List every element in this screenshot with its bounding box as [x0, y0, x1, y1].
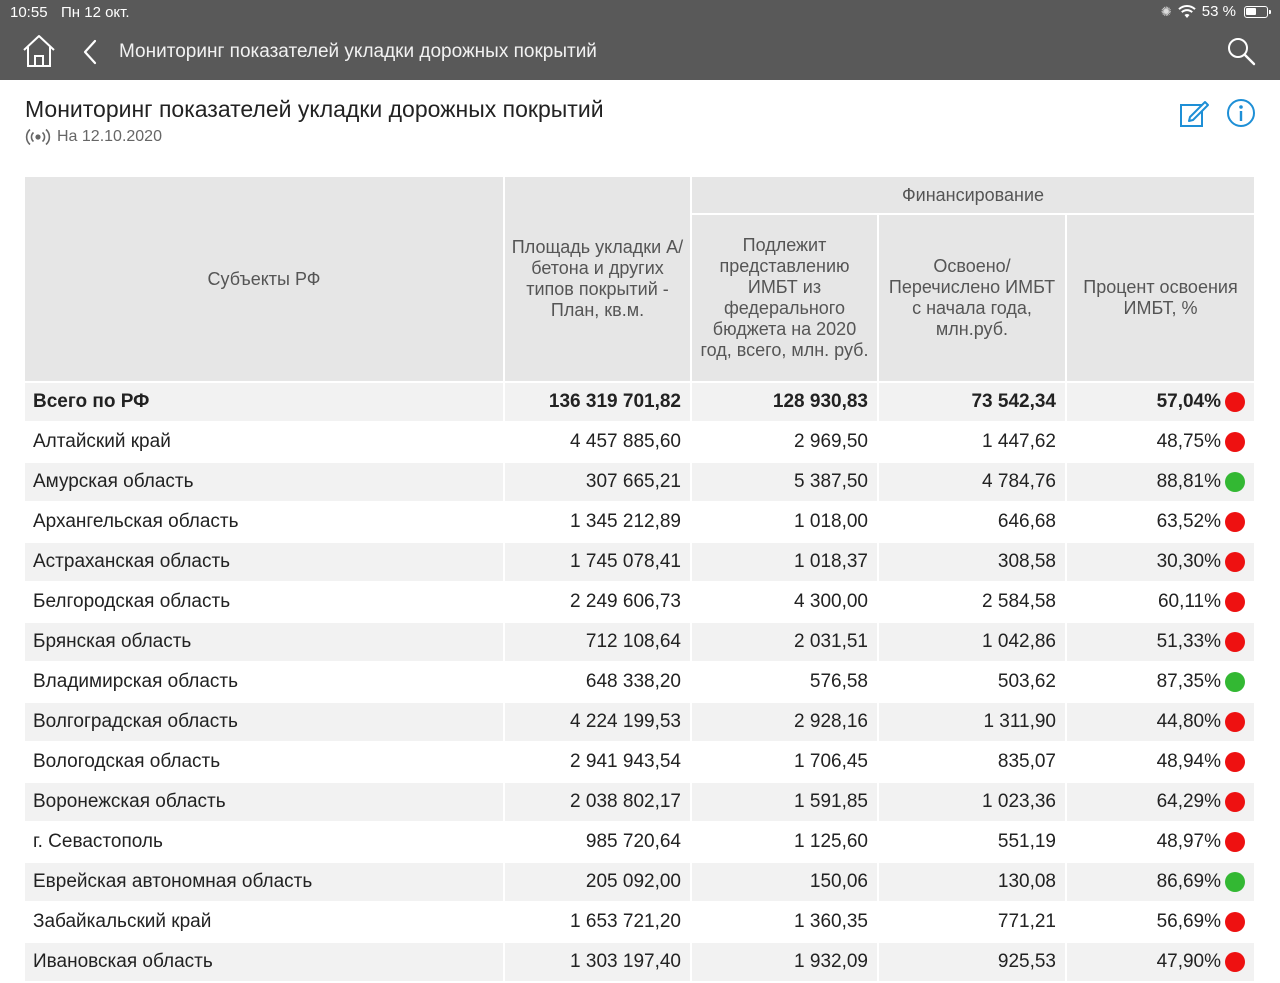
mastered-value: 835,07 — [879, 743, 1067, 783]
to-provide-value: 2 031,51 — [692, 623, 879, 663]
table-row[interactable] — [25, 943, 1254, 983]
navbar-title: Мониторинг показателей укладки дорожных покрытий — [119, 41, 597, 62]
to-provide-value: 1 360,35 — [692, 903, 879, 943]
percent-cell — [1067, 863, 1254, 903]
area-value: 1 345 212,89 — [505, 503, 692, 543]
percent-value: 64,29% — [1156, 791, 1222, 812]
mastered-value: 130,08 — [879, 863, 1067, 903]
header-to-provide[interactable]: Подлежит представлению ИМБТ из федерального бюджета на 2020 год, всего, млн. руб. — [692, 215, 879, 383]
header-percent[interactable]: Процент освоения ИМБТ, % — [1067, 215, 1254, 383]
area-value: 1 303 197,40 — [505, 943, 692, 983]
table-row[interactable] — [25, 863, 1254, 903]
region-name: Забайкальский край — [25, 903, 505, 943]
home-icon[interactable] — [20, 32, 58, 70]
percent-value: 30,30% — [1156, 551, 1222, 572]
status-dot-icon — [1225, 752, 1245, 772]
percent-cell — [1067, 463, 1254, 503]
to-provide-value: 1 706,45 — [692, 743, 879, 783]
percent-cell — [1067, 623, 1254, 663]
region-name: Белгородская область — [25, 583, 505, 623]
percent-cell — [1067, 783, 1254, 823]
status-indicators — [1161, 3, 1268, 20]
region-name: Вологодская область — [25, 743, 505, 783]
table-row[interactable] — [25, 583, 1254, 623]
percent-cell — [1067, 503, 1254, 543]
broadcast-icon — [25, 128, 51, 146]
mastered-value: 1 023,36 — [879, 783, 1067, 823]
to-provide-value: 1 932,09 — [692, 943, 879, 983]
report-date — [25, 128, 162, 146]
table-row[interactable] — [25, 663, 1254, 703]
percent-value: 44,80% — [1156, 711, 1222, 732]
search-icon[interactable] — [1226, 36, 1256, 66]
to-provide-value: 1 018,00 — [692, 503, 879, 543]
mastered-value: 646,68 — [879, 503, 1067, 543]
status-dot-icon — [1225, 472, 1245, 492]
area-value: 2 038 802,17 — [505, 783, 692, 823]
info-icon[interactable] — [1226, 98, 1256, 128]
area-value: 307 665,21 — [505, 463, 692, 503]
to-provide-value: 576,58 — [692, 663, 879, 703]
status-dot-icon — [1225, 592, 1245, 612]
percent-value: 63,52% — [1156, 511, 1222, 532]
percent-cell — [1067, 943, 1254, 983]
header-mastered[interactable]: Освоено/ Перечислено ИМБТ с начала года, млн.руб. — [879, 215, 1067, 383]
region-name: Амурская область — [25, 463, 505, 503]
status-dot-icon — [1225, 712, 1245, 732]
region-name: Еврейская автономная область — [25, 863, 505, 903]
percent-value: 88,81% — [1156, 471, 1222, 492]
edit-icon[interactable] — [1178, 98, 1210, 130]
status-dot-icon — [1225, 672, 1245, 692]
status-date: Пн 12 окт. — [61, 4, 130, 21]
battery-icon — [1244, 6, 1268, 18]
table-row[interactable] — [25, 743, 1254, 783]
total-mastered: 73 542,34 — [879, 383, 1067, 423]
percent-cell — [1067, 743, 1254, 783]
percent-cell — [1067, 663, 1254, 703]
region-name: Владимирская область — [25, 663, 505, 703]
area-value: 1 653 721,20 — [505, 903, 692, 943]
region-name: Воронежская область — [25, 783, 505, 823]
area-value: 1 745 078,41 — [505, 543, 692, 583]
mastered-value: 1 042,86 — [879, 623, 1067, 663]
total-percent-cell — [1067, 383, 1254, 423]
to-provide-value: 4 300,00 — [692, 583, 879, 623]
table-row[interactable] — [25, 903, 1254, 943]
status-dot-icon — [1225, 952, 1245, 972]
percent-value: 87,35% — [1156, 671, 1222, 692]
area-value: 985 720,64 — [505, 823, 692, 863]
wifi-icon — [1178, 5, 1196, 19]
mastered-value: 2 584,58 — [879, 583, 1067, 623]
total-to-provide: 128 930,83 — [692, 383, 879, 423]
status-dot-icon — [1225, 432, 1245, 452]
mastered-value: 771,21 — [879, 903, 1067, 943]
mastered-value: 551,19 — [879, 823, 1067, 863]
total-area: 136 319 701,82 — [505, 383, 692, 423]
percent-value: 86,69% — [1156, 871, 1222, 892]
area-value: 4 224 199,53 — [505, 703, 692, 743]
region-name: Астраханская область — [25, 543, 505, 583]
mastered-value: 1 311,90 — [879, 703, 1067, 743]
percent-value: 56,69% — [1156, 911, 1222, 932]
percent-value: 48,94% — [1156, 751, 1222, 772]
total-row[interactable] — [25, 383, 1254, 423]
mastered-value: 925,53 — [879, 943, 1067, 983]
percent-value: 47,90% — [1156, 951, 1222, 972]
status-dot-icon — [1225, 832, 1245, 852]
mastered-value: 4 784,76 — [879, 463, 1067, 503]
page-title: Мониторинг показателей укладки дорожных покрытий — [25, 96, 604, 122]
region-name: Ивановская область — [25, 943, 505, 983]
chevron-left-icon[interactable] — [80, 38, 100, 66]
area-value: 205 092,00 — [505, 863, 692, 903]
table-row[interactable] — [25, 463, 1254, 503]
table-row[interactable] — [25, 503, 1254, 543]
report-date-label: На 12.10.2020 — [57, 128, 162, 145]
percent-value: 60,11% — [1157, 591, 1222, 612]
monitoring-table — [25, 177, 1254, 983]
percent-value: 51,33% — [1156, 631, 1222, 652]
status-dot-icon — [1225, 912, 1245, 932]
region-name: Алтайский край — [25, 423, 505, 463]
to-provide-value: 2 969,50 — [692, 423, 879, 463]
status-bar — [0, 0, 1280, 24]
status-dot-icon — [1225, 792, 1245, 812]
mastered-value: 1 447,62 — [879, 423, 1067, 463]
percent-value: 48,75% — [1156, 431, 1222, 452]
to-provide-value: 1 591,85 — [692, 783, 879, 823]
area-value: 2 941 943,54 — [505, 743, 692, 783]
table-row[interactable] — [25, 783, 1254, 823]
area-value: 648 338,20 — [505, 663, 692, 703]
area-value: 2 249 606,73 — [505, 583, 692, 623]
header-financing: Финансирование — [692, 177, 1254, 215]
to-provide-value: 5 387,50 — [692, 463, 879, 503]
status-dot-icon — [1225, 512, 1245, 532]
battery-percent: 53 % — [1201, 3, 1236, 20]
percent-cell — [1067, 823, 1254, 863]
area-value: 4 457 885,60 — [505, 423, 692, 463]
status-dot-icon — [1225, 632, 1245, 652]
table-row[interactable] — [25, 543, 1254, 583]
region-name: Архангельская область — [25, 503, 505, 543]
region-name: г. Севастополь — [25, 823, 505, 863]
status-dot-icon — [1225, 552, 1245, 572]
percent-cell — [1067, 543, 1254, 583]
status-dot-icon — [1225, 872, 1245, 892]
mastered-value: 503,62 — [879, 663, 1067, 703]
header-subject[interactable]: Субъекты РФ — [25, 177, 505, 383]
to-provide-value: 2 928,16 — [692, 703, 879, 743]
to-provide-value: 150,06 — [692, 863, 879, 903]
percent-cell — [1067, 703, 1254, 743]
area-value: 712 108,64 — [505, 623, 692, 663]
app-navbar — [0, 24, 1280, 80]
table-row[interactable] — [25, 623, 1254, 663]
header-area[interactable]: Площадь укладки А/бетона и других типов покрытий - План, кв.м. — [505, 177, 692, 383]
percent-cell — [1067, 583, 1254, 623]
mastered-value: 308,58 — [879, 543, 1067, 583]
table-row[interactable] — [25, 703, 1254, 743]
total-percent: 57,04% — [1156, 391, 1222, 412]
status-dot-icon — [1225, 392, 1245, 412]
total-name: Всего по РФ — [25, 383, 505, 423]
to-provide-value: 1 018,37 — [692, 543, 879, 583]
table-row[interactable] — [25, 823, 1254, 863]
percent-value: 48,97% — [1156, 831, 1222, 852]
to-provide-value: 1 125,60 — [692, 823, 879, 863]
activity-spinner-icon: ✺ — [1160, 3, 1172, 19]
percent-cell — [1067, 903, 1254, 943]
region-name: Волгоградская область — [25, 703, 505, 743]
status-time: 10:55 — [10, 4, 48, 21]
region-name: Брянская область — [25, 623, 505, 663]
table-row[interactable] — [25, 423, 1254, 463]
percent-cell — [1067, 423, 1254, 463]
